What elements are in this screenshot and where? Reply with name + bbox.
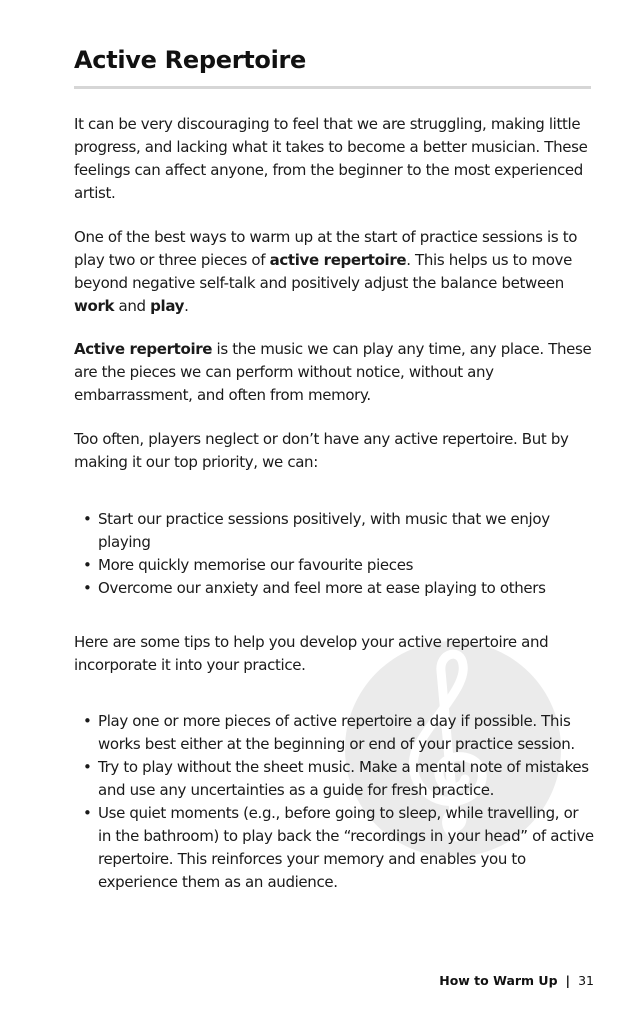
page-number: 31 [578, 973, 594, 988]
intro-paragraph: It can be very discouraging to feel that we are struggling, making little progress, and lacking what it takes to become a better musician. These feelings can affect anyone, from the beginner to the most experienced artist. [74, 115, 588, 202]
bold-play: play [150, 297, 185, 315]
warm-up-paragraph: One of the best ways to warm up at the start of practice sessions is to play two or three pieces of active repertoire. This helps us to move beyond negative self-talk and positively adjust the balance between work and play. [74, 228, 578, 315]
list-item: • More quickly memorise our favourite pieces [74, 554, 594, 577]
list-item: • Start our practice sessions positively, with music that we enjoy playing [74, 508, 594, 554]
bold-active-repertoire-term: Active repertoire [74, 340, 213, 358]
priority-paragraph: Too often, players neglect or don’t have any active repertoire. But by making it our top priority, we can: [74, 430, 569, 471]
title-divider [74, 86, 591, 89]
page-footer [439, 973, 594, 988]
tips-list [74, 710, 594, 894]
definition-paragraph: Active repertoire is the music we can play any time, any place. These are the pieces we can perform without notice, without any embarrassment, and often from memory. [74, 340, 592, 404]
list-item: • Use quiet moments (e.g., before going to sleep, while travelling, or in the bathroom) to play back the “recordings in your head” of active repertoire. This reinforces your memory and enables you to experience them as an audience. [74, 802, 594, 894]
bold-work: work [74, 297, 115, 315]
bold-active-repertoire: active repertoire [269, 251, 407, 269]
benefits-list [74, 508, 594, 600]
list-item: • Try to play without the sheet music. Make a mental note of mistakes and use any uncertainties as a guide for fresh practice. [74, 756, 594, 802]
list-item: • Overcome our anxiety and feel more at ease playing to others [74, 577, 594, 600]
list-item: • Play one or more pieces of active repertoire a day if possible. This works best either at the beginning or end of your practice session. [74, 710, 594, 756]
page-title: Active Repertoire [74, 46, 307, 74]
footer-separator: | [565, 973, 571, 988]
tips-intro-paragraph: Here are some tips to help you develop your active repertoire and incorporate it into your practice. [74, 633, 549, 674]
footer-section-title: How to Warm Up [439, 973, 558, 988]
